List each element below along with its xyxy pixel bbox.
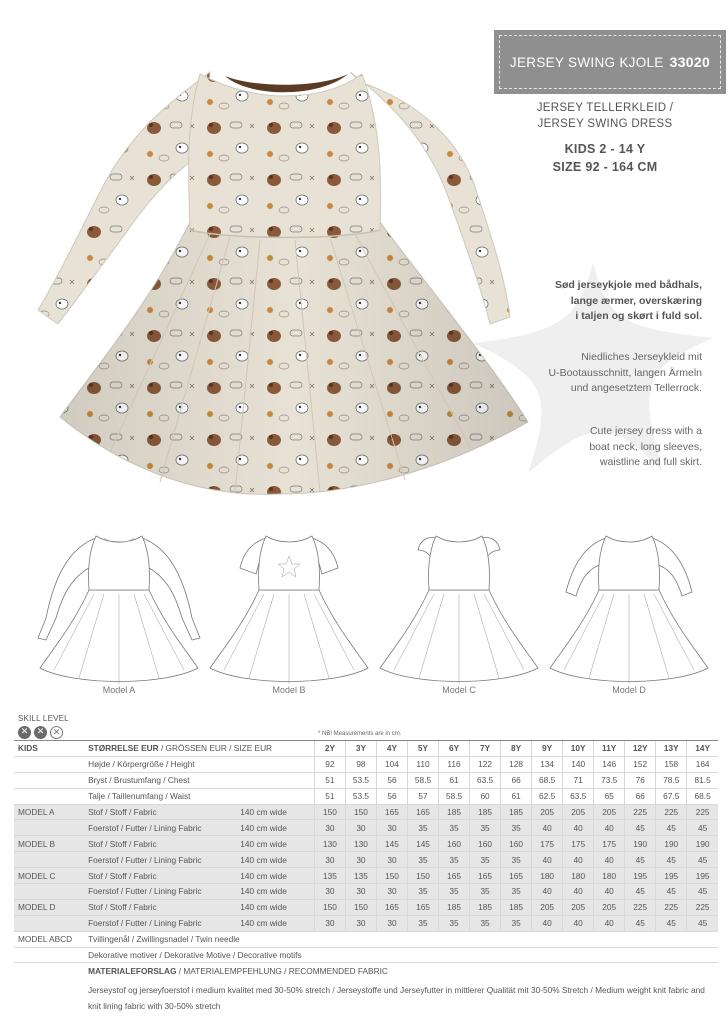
- fabric-value: 195: [625, 868, 656, 884]
- fabric-value: 175: [532, 836, 563, 852]
- measurement-value: 61: [439, 772, 470, 788]
- measurement-value: 146: [594, 756, 625, 772]
- measurement-value: 63.5: [470, 772, 501, 788]
- fabric-value: 160: [501, 836, 532, 852]
- fabric-value: 160: [439, 836, 470, 852]
- fabric-label: Stof / Stoff / Fabric: [86, 899, 238, 915]
- size-range: [520, 140, 690, 176]
- fabric-value: 30: [345, 852, 376, 868]
- measurement-value: 53.5: [345, 772, 376, 788]
- fabric-value: 35: [470, 852, 501, 868]
- fabric-label: Stof / Stoff / Fabric: [86, 868, 238, 884]
- subtitle: [520, 100, 690, 132]
- measurement-value: 58.5: [407, 772, 438, 788]
- measurement-value: 65: [594, 788, 625, 804]
- skill-filled-icon: ✕: [34, 726, 47, 739]
- fabric-value: 35: [501, 884, 532, 900]
- measurement-value: 61: [501, 788, 532, 804]
- fabric-label: Foerstof / Futter / Lining Fabric: [86, 915, 238, 931]
- fabric-width: 140 cm wide: [238, 868, 314, 884]
- size-column-header: 10Y: [563, 741, 594, 757]
- fabric-value: 35: [501, 915, 532, 931]
- size-column-header: 9Y: [532, 741, 563, 757]
- fabric-value: 205: [594, 804, 625, 820]
- fabric-value: 205: [563, 804, 594, 820]
- fabric-value: 45: [656, 915, 687, 931]
- fabric-value: 35: [439, 915, 470, 931]
- measurement-value: 73.5: [594, 772, 625, 788]
- fabric-value: 225: [656, 899, 687, 915]
- skill-level-icons: [18, 726, 63, 739]
- model-name: [14, 852, 86, 868]
- fabric-value: 190: [625, 836, 656, 852]
- fabric-value: 40: [532, 915, 563, 931]
- model-name: [14, 884, 86, 900]
- fabric-value: 45: [656, 852, 687, 868]
- description-line: waistline and full skirt.: [599, 456, 702, 468]
- description-line: U-Bootausschnitt, langen Ärmeln: [548, 366, 702, 379]
- fabric-value: 195: [656, 868, 687, 884]
- notion-label: Tvillingenål / Zwillingsnadel / Twin needle: [86, 931, 718, 947]
- fabric-value: 30: [345, 884, 376, 900]
- description-line: Cute jersey dress with a: [589, 425, 702, 437]
- measurement-value: 51: [314, 772, 345, 788]
- measurement-value: 71: [563, 772, 594, 788]
- fabric-value: 30: [314, 852, 345, 868]
- fabric-value: 35: [501, 852, 532, 868]
- skill-filled-icon: ✕: [18, 726, 31, 739]
- measurement-value: 116: [439, 756, 470, 772]
- recommended-fabric-row: [14, 963, 718, 979]
- fabric-value: 35: [407, 884, 438, 900]
- fabric-value: 165: [407, 899, 438, 915]
- fabric-value: 185: [470, 804, 501, 820]
- size-column-header: 8Y: [501, 741, 532, 757]
- size-column-header: 2Y: [314, 741, 345, 757]
- measurement-value: 53.5: [345, 788, 376, 804]
- size-column-header: 13Y: [656, 741, 687, 757]
- fabric-value: 35: [407, 820, 438, 836]
- measurement-row: [14, 788, 718, 804]
- model-b-drawing: [204, 528, 374, 688]
- fabric-width: 140 cm wide: [238, 820, 314, 836]
- fabric-value: 130: [314, 836, 345, 852]
- measurement-note: * NB! Measurements are in cm.: [318, 731, 402, 737]
- fabric-value: 165: [439, 868, 470, 884]
- size-column-header: 4Y: [376, 741, 407, 757]
- fabric-value: 185: [439, 899, 470, 915]
- dress-photo: [20, 62, 535, 502]
- fabric-value: 35: [470, 884, 501, 900]
- fabric-value: 185: [501, 804, 532, 820]
- measurement-value: 92: [314, 756, 345, 772]
- fabric-value: 135: [345, 868, 376, 884]
- notion-row: [14, 947, 718, 963]
- fabric-width: 140 cm wide: [238, 804, 314, 820]
- measurement-value: 78.5: [656, 772, 687, 788]
- measurement-label: Højde / Körpergröße / Height: [86, 756, 314, 772]
- fabric-value: 40: [594, 820, 625, 836]
- fabric-value: 45: [656, 820, 687, 836]
- size-header-row: [14, 741, 718, 757]
- fabric-value: 145: [407, 836, 438, 852]
- model-b-label: Model B: [272, 685, 306, 695]
- fabric-value: 30: [376, 852, 407, 868]
- fabric-label: Stof / Stoff / Fabric: [86, 836, 238, 852]
- fabric-value: 180: [532, 868, 563, 884]
- measurement-value: 122: [470, 756, 501, 772]
- measurement-value: 152: [625, 756, 656, 772]
- fabric-value: 40: [563, 852, 594, 868]
- fabric-value: 45: [625, 820, 656, 836]
- fabric-value: 190: [656, 836, 687, 852]
- fabric-value: 40: [563, 884, 594, 900]
- fabric-value: 175: [594, 836, 625, 852]
- fabric-value: 30: [376, 820, 407, 836]
- measurement-value: 57: [407, 788, 438, 804]
- fabric-value: 145: [376, 836, 407, 852]
- fabric-value: 180: [563, 868, 594, 884]
- measurement-value: 68.5: [687, 788, 718, 804]
- fabric-value: 35: [439, 852, 470, 868]
- fabric-width: 140 cm wide: [238, 852, 314, 868]
- fabric-value: 165: [501, 868, 532, 884]
- fabric-row: [14, 836, 718, 852]
- fabric-value: 40: [594, 915, 625, 931]
- measurement-value: 81.5: [687, 772, 718, 788]
- fabric-value: 35: [407, 915, 438, 931]
- fabric-value: 135: [314, 868, 345, 884]
- fabric-label: Stof / Stoff / Fabric: [86, 804, 238, 820]
- fabric-value: 45: [687, 884, 718, 900]
- fabric-value: 165: [407, 804, 438, 820]
- model-name: MODEL A: [14, 804, 86, 820]
- notion-row: [14, 931, 718, 947]
- measurement-value: 56: [376, 772, 407, 788]
- fabric-value: 40: [563, 820, 594, 836]
- description-line: lange ærmer, overskæring: [570, 294, 702, 307]
- size-column-header: 7Y: [470, 741, 501, 757]
- fabric-value: 190: [687, 836, 718, 852]
- size-column-header: 5Y: [407, 741, 438, 757]
- description-english: [492, 424, 702, 471]
- fabric-value: 185: [470, 899, 501, 915]
- fabric-value: 35: [407, 852, 438, 868]
- fabric-value: 150: [345, 804, 376, 820]
- description-line: boat neck, long sleeves,: [589, 440, 702, 453]
- skill-level-label: SKILL LEVEL: [18, 714, 69, 723]
- measurement-value: 158: [656, 756, 687, 772]
- fabric-value: 225: [687, 804, 718, 820]
- model-name: [14, 820, 86, 836]
- measurement-value: 134: [532, 756, 563, 772]
- fabric-value: 150: [314, 899, 345, 915]
- model-d-drawing: [544, 528, 714, 688]
- model-d-label: Model D: [612, 685, 646, 695]
- title-label: [494, 30, 726, 94]
- fabric-value: 160: [470, 836, 501, 852]
- fabric-value: 150: [407, 868, 438, 884]
- description-line: i taljen og skørt i fuld sol.: [575, 310, 702, 322]
- fabric-row: [14, 804, 718, 820]
- fabric-value: 30: [376, 915, 407, 931]
- fabric-value: 35: [470, 915, 501, 931]
- fabric-value: 175: [563, 836, 594, 852]
- fabric-value: 165: [376, 804, 407, 820]
- description-danish: [492, 278, 702, 325]
- fabric-value: 30: [314, 915, 345, 931]
- description-line: Niedliches Jerseykleid mit: [581, 351, 702, 363]
- subtitle-en: JERSEY SWING DRESS: [537, 118, 673, 130]
- kids-range: KIDS 2 - 14 Y: [564, 142, 646, 156]
- model-name: MODEL D: [14, 899, 86, 915]
- size-column-header: 3Y: [345, 741, 376, 757]
- fabric-row: [14, 899, 718, 915]
- recommended-fabric-text: Jerseystof og jerseyfoerstof i medium kvalitet med 30-50% stretch / Jerseystoffe und Jerseyfutter in mittlerer Qualität mit 30-50% Stretch / Medium weight knit fabric and knit lining fabric with 30-50% stretch: [88, 985, 705, 1011]
- measurement-value: 63.5: [563, 788, 594, 804]
- fabric-value: 45: [625, 852, 656, 868]
- size-table: [14, 740, 718, 979]
- fabric-label: Foerstof / Futter / Lining Fabric: [86, 852, 238, 868]
- size-header-label: STØRRELSE EUR / GRÖSSEN EUR / SIZE EUR: [86, 741, 314, 757]
- fabric-value: 165: [470, 868, 501, 884]
- measurement-value: 128: [501, 756, 532, 772]
- measurement-value: 68.5: [532, 772, 563, 788]
- measurement-value: 104: [376, 756, 407, 772]
- model-name: MODEL C: [14, 868, 86, 884]
- fabric-value: 130: [345, 836, 376, 852]
- size-column-header: 12Y: [625, 741, 656, 757]
- subtitle-de: JERSEY TELLERKLEID /: [536, 102, 674, 114]
- fabric-row: [14, 868, 718, 884]
- fabric-value: 35: [439, 884, 470, 900]
- size-column-header: 6Y: [439, 741, 470, 757]
- measurement-value: 110: [407, 756, 438, 772]
- fabric-value: 30: [314, 884, 345, 900]
- description-line: und angesetztem Tellerrock.: [570, 382, 702, 394]
- measurement-value: 58.5: [439, 788, 470, 804]
- fabric-value: 30: [345, 915, 376, 931]
- measurement-value: 66: [501, 772, 532, 788]
- fabric-label: Foerstof / Futter / Lining Fabric: [86, 884, 238, 900]
- measurement-value: 62.5: [532, 788, 563, 804]
- fabric-width: 140 cm wide: [238, 836, 314, 852]
- fabric-value: 40: [532, 852, 563, 868]
- measurement-value: 51: [314, 788, 345, 804]
- fabric-value: 45: [687, 852, 718, 868]
- size-cm-range: SIZE 92 - 164 CM: [552, 160, 658, 174]
- lining-row: [14, 915, 718, 931]
- model-name: MODEL B: [14, 836, 86, 852]
- fabric-value: 40: [532, 884, 563, 900]
- lining-row: [14, 852, 718, 868]
- measurement-value: 66: [625, 788, 656, 804]
- fabric-value: 45: [687, 915, 718, 931]
- fabric-value: 205: [532, 899, 563, 915]
- fabric-value: 225: [687, 899, 718, 915]
- fabric-value: 40: [594, 852, 625, 868]
- description-line: Sød jerseykjole med bådhals,: [554, 279, 702, 291]
- recommended-bold: MATERIALEFORSLAG: [88, 966, 177, 977]
- fabric-value: 165: [376, 899, 407, 915]
- size-header-bold: STØRRELSE EUR: [88, 743, 159, 754]
- lining-row: [14, 884, 718, 900]
- fabric-value: 225: [625, 804, 656, 820]
- pattern-title: JERSEY SWING KJOLE: [509, 54, 664, 70]
- measurement-value: 140: [563, 756, 594, 772]
- fabric-value: 205: [594, 899, 625, 915]
- fabric-value: 150: [376, 868, 407, 884]
- model-name: MODEL ABCD: [14, 931, 86, 947]
- measurement-value: 98: [345, 756, 376, 772]
- measurement-row: [14, 756, 718, 772]
- model-a-drawing: [34, 528, 204, 688]
- pattern-code: 33020: [669, 54, 711, 70]
- measurement-value: 60: [470, 788, 501, 804]
- fabric-value: 30: [345, 820, 376, 836]
- measurement-label: Talje / Taillenumfang / Waist: [86, 788, 314, 804]
- fabric-value: 205: [563, 899, 594, 915]
- fabric-width: 140 cm wide: [238, 884, 314, 900]
- fabric-value: 185: [439, 804, 470, 820]
- size-column-header: 14Y: [687, 741, 718, 757]
- fabric-value: 30: [376, 884, 407, 900]
- recommended-fabric-label: MATERIALEFORSLAG / MATERIALEMPFEHLUNG / RECOMMENDED FABRIC: [86, 963, 718, 979]
- fabric-value: 40: [594, 884, 625, 900]
- kids-label: KIDS: [14, 741, 86, 757]
- size-column-header: 11Y: [594, 741, 625, 757]
- description-german: [492, 350, 702, 397]
- fabric-value: 30: [314, 820, 345, 836]
- fabric-value: 40: [532, 820, 563, 836]
- measurement-label: Bryst / Brustumfang / Chest: [86, 772, 314, 788]
- fabric-width: 140 cm wide: [238, 899, 314, 915]
- skill-empty-icon: ✕: [50, 726, 63, 739]
- notion-label: Dekorative motiver / Dekorative Motive / Decorative motifs: [86, 947, 718, 963]
- fabric-value: 150: [345, 899, 376, 915]
- measurement-value: 67.5: [656, 788, 687, 804]
- measurement-row: [14, 772, 718, 788]
- fabric-value: 225: [656, 804, 687, 820]
- model-c-drawing: [374, 528, 544, 688]
- fabric-value: 45: [656, 884, 687, 900]
- fabric-value: 205: [532, 804, 563, 820]
- measurement-value: 164: [687, 756, 718, 772]
- fabric-value: 35: [439, 820, 470, 836]
- fabric-value: 35: [470, 820, 501, 836]
- measurement-value: 56: [376, 788, 407, 804]
- fabric-value: 150: [314, 804, 345, 820]
- fabric-value: 35: [501, 820, 532, 836]
- fabric-label: Foerstof / Futter / Lining Fabric: [86, 820, 238, 836]
- model-name: [14, 947, 86, 963]
- fabric-value: 195: [687, 868, 718, 884]
- fabric-value: 225: [625, 899, 656, 915]
- model-name: [14, 915, 86, 931]
- fabric-value: 40: [563, 915, 594, 931]
- measurement-value: 76: [625, 772, 656, 788]
- model-c-label: Model C: [442, 685, 476, 695]
- fabric-value: 45: [625, 884, 656, 900]
- fabric-value: 185: [501, 899, 532, 915]
- fabric-value: 45: [625, 915, 656, 931]
- fabric-value: 45: [687, 820, 718, 836]
- model-a-label: Model A: [102, 685, 136, 695]
- lining-row: [14, 820, 718, 836]
- fabric-value: 180: [594, 868, 625, 884]
- fabric-width: 140 cm wide: [238, 915, 314, 931]
